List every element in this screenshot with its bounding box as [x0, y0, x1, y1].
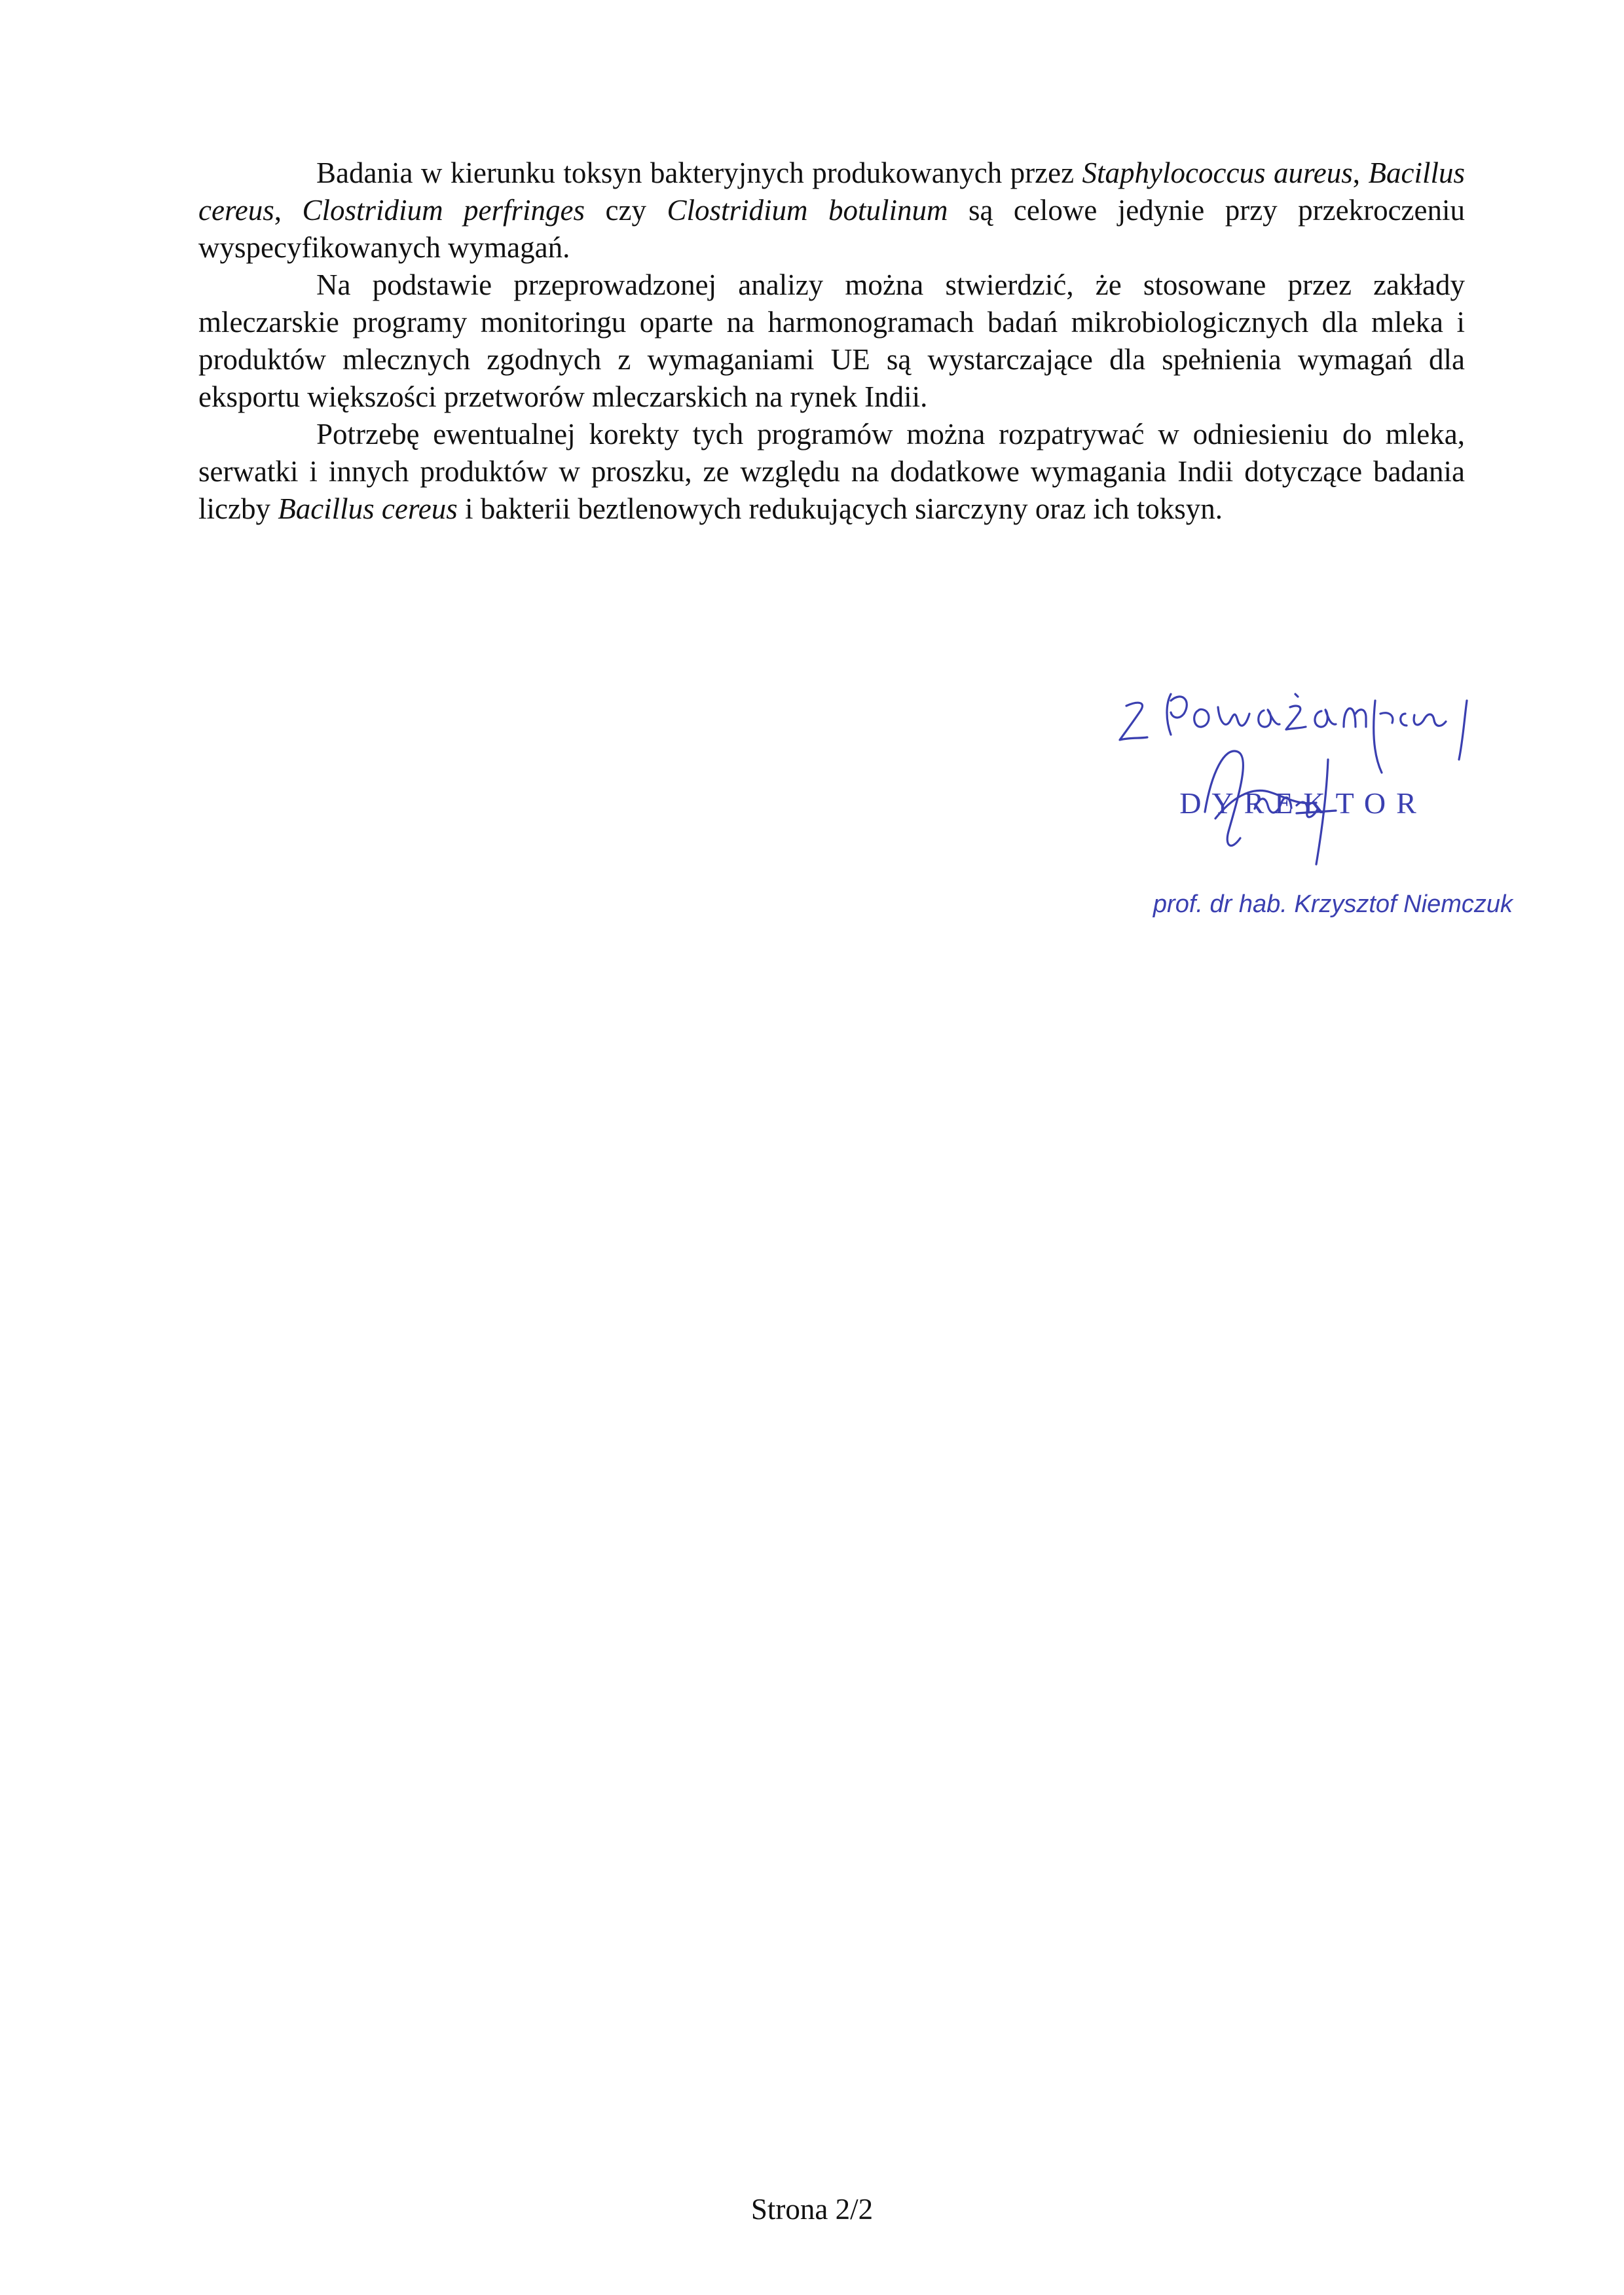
italic-term: Clostridium perfringes	[302, 194, 585, 227]
text-segment: ,	[274, 194, 303, 227]
page-number: Strona 2/2	[750, 2193, 874, 2226]
paragraph	[198, 266, 1465, 416]
text-segment: i bakterii beztlenowych redukujących siarczyny oraz ich toksyn.	[457, 492, 1223, 525]
text-segment: Na podstawie przeprowadzonej analizy można stwierdzić, że stosowane przez zakłady mleczarskie programy monitoringu oparte na harmonogramach badań mikrobiologicznych dla mleka i produktów mlecznych zgodnych z wymaganiami UE są wystarczające dla spełnienia wymagań dla eksportu większości przetworów mleczarskich na rynek Indii.	[198, 268, 1465, 413]
stamp-title: DYREKTOR	[1179, 786, 1427, 820]
body-text	[198, 155, 1465, 528]
text-segment: czy	[585, 194, 667, 227]
text-segment: Badania w kierunku toksyn bakteryjnych produkowanych przez	[316, 156, 1082, 189]
paragraph	[198, 155, 1465, 266]
stamp-name: prof. dr hab. Krzysztof Niemczuk	[1153, 890, 1513, 918]
text-segment: są celowe jedynie przy przekroczeniu wyspecyfikowanych wymagań.	[198, 194, 1465, 264]
italic-term: Bacillus cereus	[278, 492, 458, 525]
text-segment: Potrzebę ewentualnej korekty tych programów można rozpatrywać w odniesieniu do mleka, serwatki i innych produktów w proszku, ze względu na dodatkowe wymagania Indii dotyczące badania liczby	[198, 418, 1465, 525]
paragraph	[198, 416, 1465, 528]
italic-term: Clostridium botulinum	[667, 194, 948, 227]
italic-term: Staphylococcus aureus	[1082, 156, 1353, 189]
text-segment: ,	[1352, 156, 1369, 189]
signature-block	[1100, 674, 1519, 949]
italic-term: Bacillus cereus	[198, 156, 1465, 227]
